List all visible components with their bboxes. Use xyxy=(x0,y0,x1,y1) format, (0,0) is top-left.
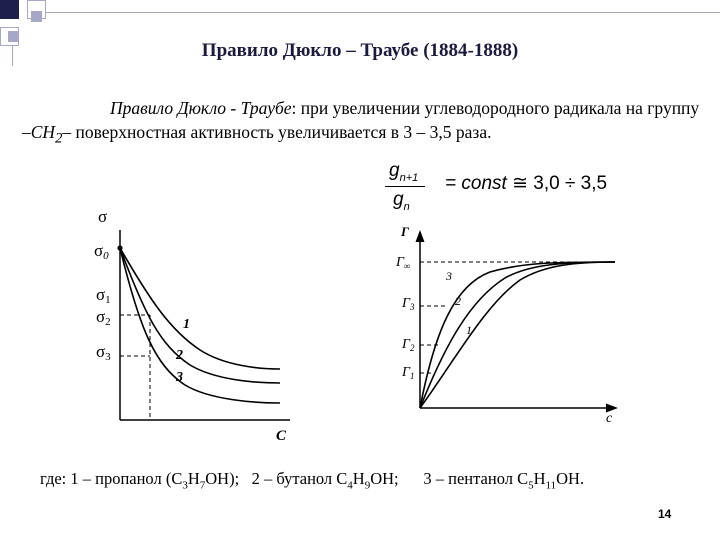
y-axis-label: Г xyxy=(401,224,409,239)
series-3-label: 3 xyxy=(176,370,183,385)
g3-label: $Г_3$ xyxy=(402,296,415,312)
formula-rhs: = const ≅ 3,0 ÷ 3,5 xyxy=(445,173,608,194)
series-2-curve xyxy=(420,262,615,408)
g2-label: $Г_2$ xyxy=(402,337,415,353)
series-1-curve xyxy=(120,248,280,369)
rule-name: Правило Дюкло - Траубе xyxy=(110,98,292,118)
footer-legend: где: 1 – пропанол $(C_3H_7OH)$; 2 – бутанол $C_4H_9OH$; 3 – пентанол $C_5H_{11}OH$. xyxy=(40,469,585,492)
series-3-curve xyxy=(120,248,280,403)
g-infinity-label: $Г_\infty$ xyxy=(396,255,411,271)
series-2-label: 2 xyxy=(455,294,461,308)
x-axis-label: C xyxy=(276,428,287,444)
formula-denominator: $g_n$ xyxy=(393,189,410,213)
sigma2-label: σ2 xyxy=(96,307,111,328)
series-1-curve xyxy=(420,262,615,408)
sigma1-label: σ1 xyxy=(96,285,111,306)
graph-adsorption xyxy=(395,224,615,426)
y-axis-label: σ xyxy=(98,207,108,226)
x-axis-label: c xyxy=(606,411,613,426)
sigma0-label: σ0 xyxy=(94,241,109,262)
graph-surface-tension xyxy=(94,207,290,444)
rule-text-1: : при увеличении углеводородного радикала на группу xyxy=(291,98,700,118)
series-3-curve xyxy=(420,262,615,408)
series-1-label: 1 xyxy=(466,323,472,337)
series-2-label: 2 xyxy=(176,348,183,363)
g1-label: $Г_1$ xyxy=(402,365,415,381)
slide-title: Правило Дюкло – Траубе (1884-1888) xyxy=(201,40,519,61)
series-1-label: 1 xyxy=(183,317,190,332)
rule-group: $-CH_2-$ xyxy=(22,122,72,147)
rule-text-2: поверхностная активность увеличивается в 3 – 3,5 раза. xyxy=(71,122,492,142)
series-3-label: 3 xyxy=(446,269,452,283)
page-number: 14 xyxy=(658,507,672,521)
formula-numerator: $g_{n+1}$ xyxy=(389,160,419,184)
sigma3-label: σ3 xyxy=(96,342,111,363)
